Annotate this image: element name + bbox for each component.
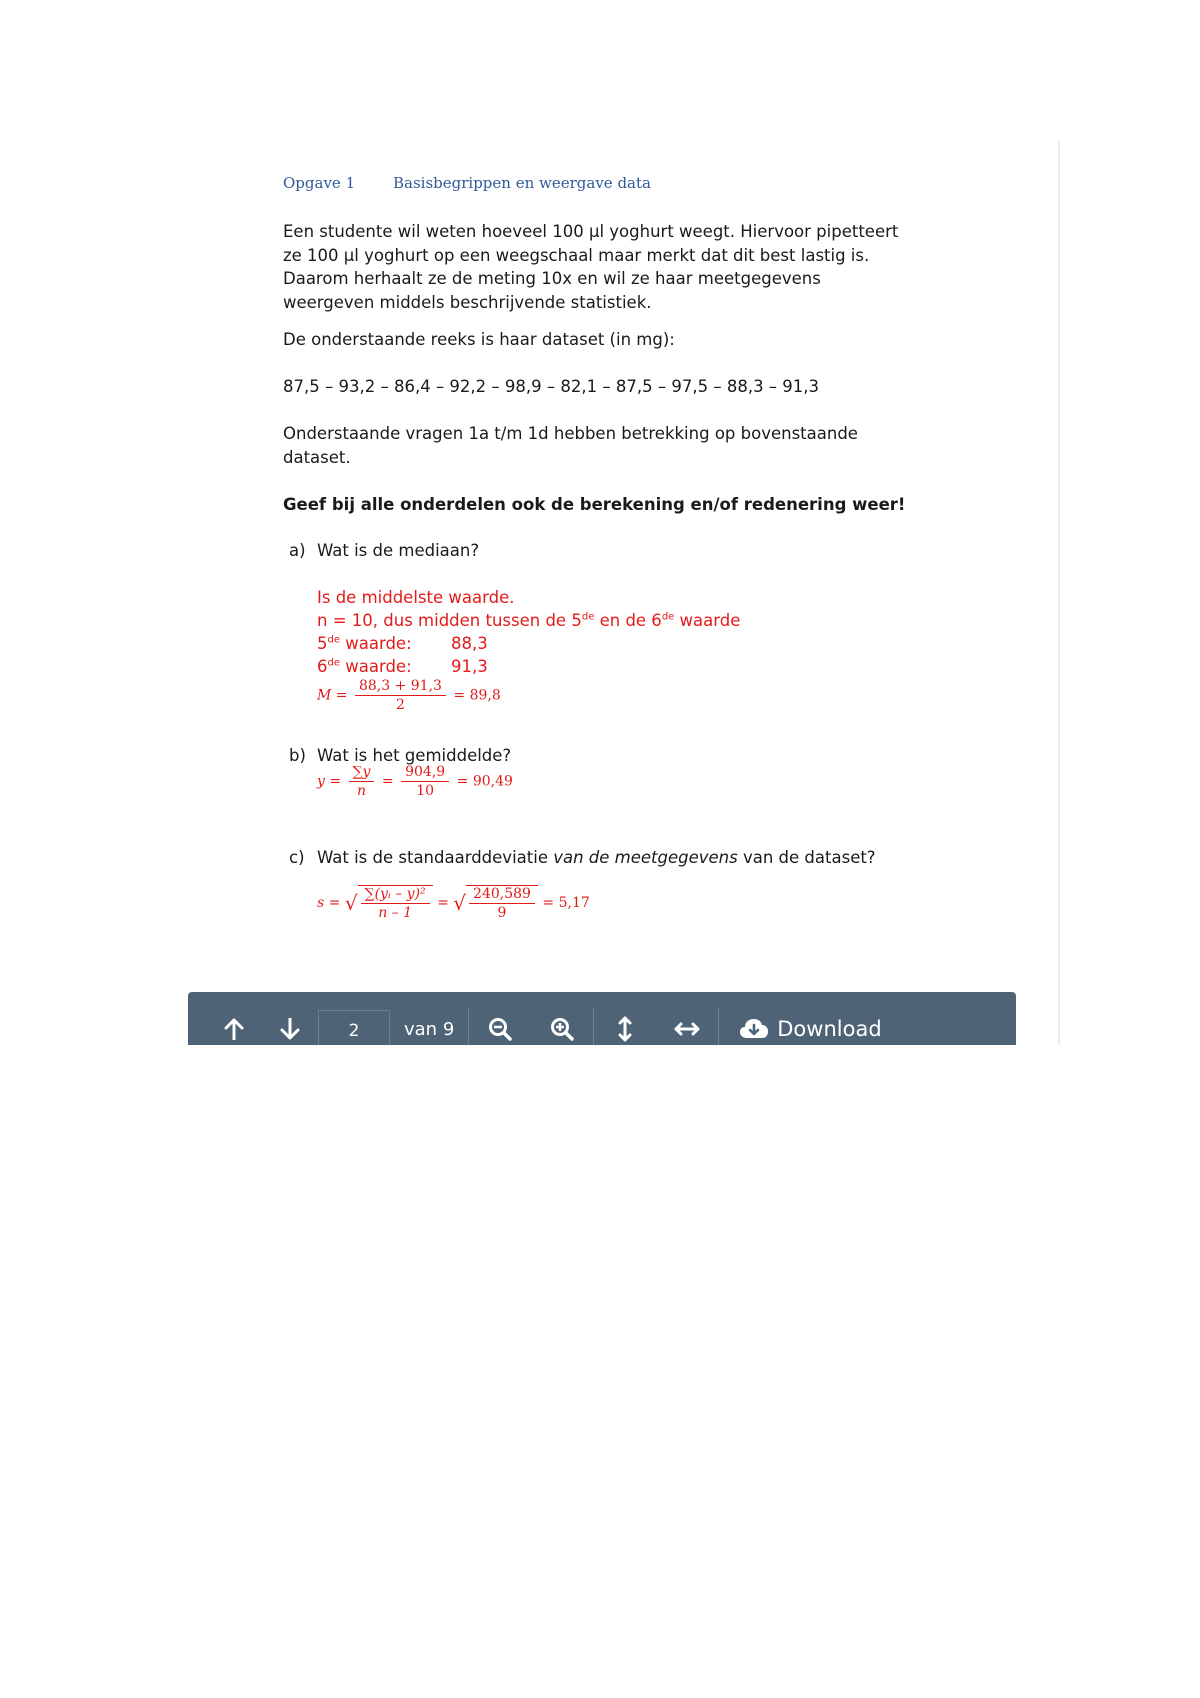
root-sign-icon: √ [344,891,358,915]
formula-fraction [401,764,449,799]
formula-lhs: y = [317,773,342,790]
cloud-download-icon [739,1018,769,1040]
square-root [345,885,433,921]
page-number-input[interactable] [318,1010,390,1045]
question-text: Wat is het gemiddelde? [317,746,512,765]
page-total-label: van 9 [404,1018,455,1040]
questions-intro [283,422,943,469]
superscript: de [327,657,340,669]
formula-result: = 90,49 [456,773,513,790]
exercise-title: Basisbegrippen en weergave data [393,174,651,192]
formula-lhs: M = [317,687,348,704]
formula-numerator: 240,589 [469,886,535,904]
document-viewer[interactable] [188,140,1060,1045]
zoom-out-icon [488,1017,512,1041]
question-text-italic: van de meetgegevens [553,848,738,867]
arrow-down-icon [280,1018,300,1040]
question-letter: c) [289,848,305,867]
formula-result: = 89,8 [453,687,501,704]
fit-width-icon [674,1022,700,1036]
superscript: de [327,634,340,646]
formula-numerator: 904,9 [401,764,449,782]
answer-label: waarde: [345,634,412,653]
superscript: de [581,611,595,623]
question-c [289,846,876,869]
formula-equals: = [381,773,394,790]
root-sign-icon: √ [453,891,467,915]
stddev-formula [317,885,590,921]
superscript: de [661,611,675,623]
viewer-scrollbar[interactable] [1058,140,1060,1045]
intro-line: weergeven middels beschrijvende statistiek. [283,292,652,312]
formula-equals: = [437,895,449,911]
question-text: Wat is de mediaan? [317,541,480,560]
download-button[interactable] [719,1007,901,1045]
mean-formula [317,764,513,799]
formula-numerator: ∑y [349,764,375,782]
zoom-in-button[interactable] [531,1007,593,1045]
answer-value: 91,3 [451,657,488,676]
question-letter: a) [289,541,306,560]
formula-fraction [349,764,375,799]
formula-denominator: 10 [416,783,435,799]
next-page-button[interactable] [262,1007,318,1045]
answer-value: 88,3 [451,634,488,653]
formula-fraction [361,886,430,921]
answer-text: waarde [674,611,741,630]
fit-width-button[interactable] [656,1007,718,1045]
instruction-text: Geef bij alle onderdelen ook de berekening en/of redenering weer! [283,495,906,514]
download-label: Download [777,1017,882,1041]
answer-a-sixth: 6de waarde: 91,3 [317,655,517,679]
formula-fraction [355,678,446,713]
answer-a-fifth: 5de waarde: 88,3 [317,632,517,656]
exercise-heading [283,174,651,192]
answer-a-line1: Is de middelste waarde. [317,588,515,607]
formula-numerator: ∑(yᵢ – y)² [361,886,430,904]
question-text: van de dataset? [737,848,876,867]
intro-paragraph [283,220,943,314]
previous-page-button[interactable] [206,1007,262,1045]
median-formula [317,678,501,713]
formula-denominator: n [356,783,367,799]
exercise-number: Opgave 1 [283,174,356,192]
question-text: Wat is de standaarddeviatie [317,848,554,867]
formula-numerator: 88,3 + 91,3 [355,678,446,696]
questions-intro-line: dataset. [283,447,351,467]
fit-height-button[interactable] [594,1007,656,1045]
questions-intro-line: Onderstaande vragen 1a t/m 1d hebben betrekking op bovenstaande [283,424,858,443]
intro-line: Daarom herhaalt ze de meting 10x en wil ze haar meetgegevens [283,269,821,288]
question-letter: b) [289,746,306,765]
formula-result: = 5,17 [542,895,590,911]
dataset-intro: De onderstaande reeks is haar dataset (in mg): [283,330,675,349]
formula-denominator: n – 1 [378,905,413,921]
formula-lhs: s = [317,895,341,911]
arrow-up-icon [224,1018,244,1040]
answer-text: en de 6 [594,611,662,630]
formula-denominator: 2 [396,697,405,713]
viewer-toolbar [188,992,1016,1045]
zoom-out-button[interactable] [469,1007,531,1045]
answer-a-line2 [317,609,740,633]
intro-line: ze 100 µl yoghurt op een weegschaal maar merkt dat dit best lastig is. [283,245,870,265]
answer-text: n = 10, dus midden tussen de 5 [317,611,582,630]
formula-denominator: 9 [497,905,507,921]
dataset-values: 87,5 – 93,2 – 86,4 – 92,2 – 98,9 – 82,1 – 87,5 – 97,5 – 88,3 – 91,3 [283,377,820,396]
answer-label: waarde: [345,657,412,676]
fit-height-icon [618,1016,632,1042]
zoom-in-icon [550,1017,574,1041]
intro-line: Een studente wil weten hoeveel 100 µl yoghurt weegt. Hiervoor pipetteert [283,222,899,241]
square-root [453,885,538,921]
question-a [289,539,479,562]
formula-fraction [469,886,535,921]
